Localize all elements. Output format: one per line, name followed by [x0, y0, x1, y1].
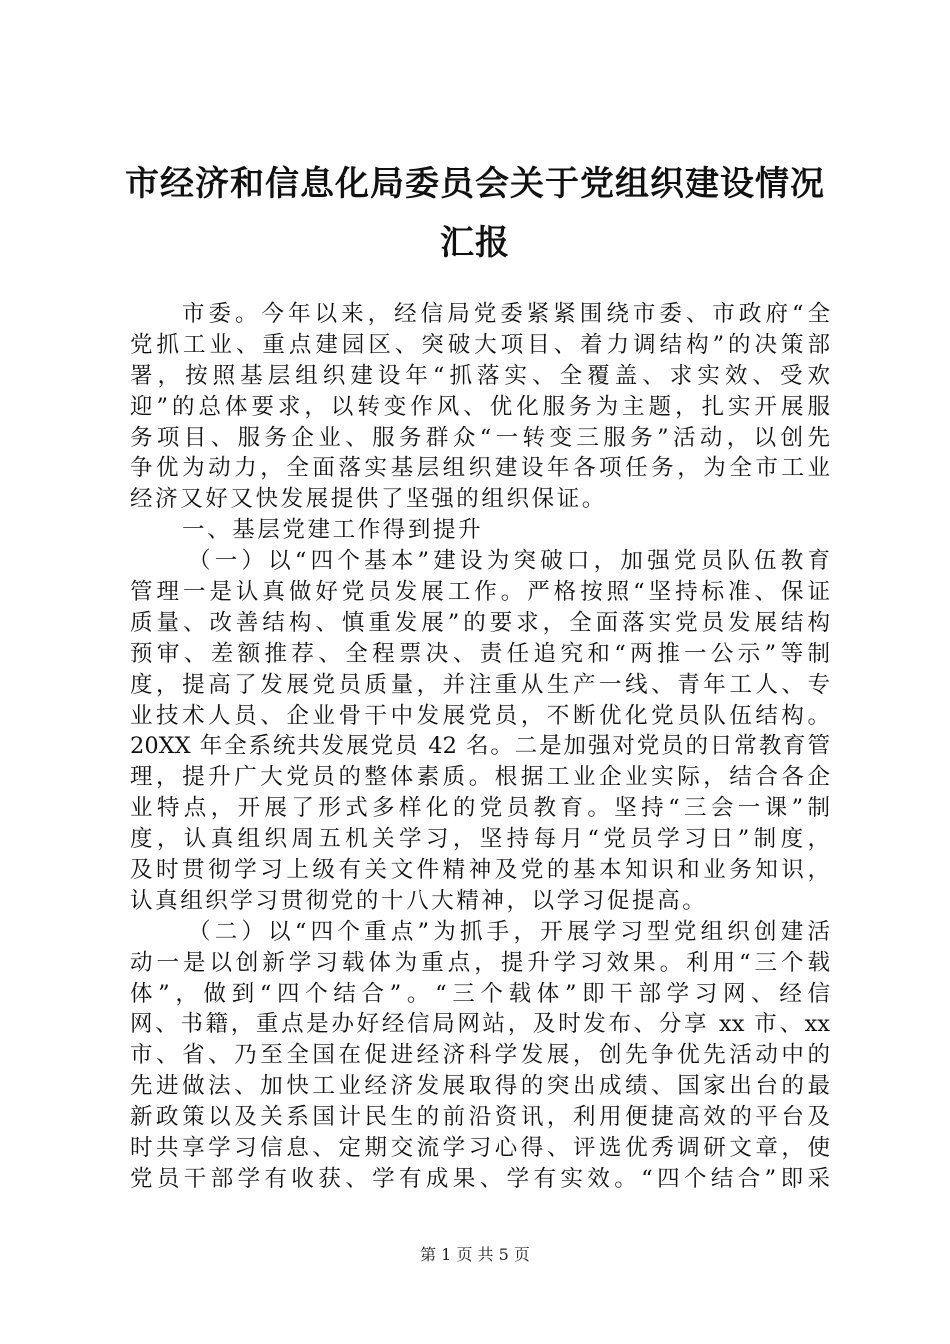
text-line: 度，提高了发展党员质量，并注重从生产一线、青年工人、专 — [130, 671, 830, 698]
text-line: 网、书籍，重点是办好经信局网站，及时发布、分享 xx 市、xx — [130, 1011, 830, 1038]
text-line: 20XX 年全系统共发展党员 42 名。二是加强对党员的日常教育管 — [130, 733, 830, 760]
page-footer: 第 1 页 共 5 页 — [420, 1245, 530, 1264]
subsection-heading: （一）以“四个基本”建设为突破口，加强党员队伍教育 — [188, 548, 830, 575]
text-line: 市委。今年以来，经信局党委紧紧围绕市委、市政府“全 — [182, 301, 830, 327]
text-line: 认真组织学习贯彻党的十八大精神，以学习促提高。 — [130, 887, 708, 914]
text-line: 及时贯彻学习上级有关文件精神及党的基本知识和业务知识， — [130, 857, 830, 884]
text-line: 体”，做到“四个结合”。“三个载体”即干部学习网、经信 — [130, 980, 830, 1007]
document-title-line-1: 市经济和信息化局委员会关于党组织建设情况 — [125, 164, 825, 204]
text-line: 理，提升广大党员的整体素质。根据工业企业实际，结合各企 — [130, 764, 830, 791]
text-line: 署，按照基层组织建设年“抓落实、全覆盖、求实效、受欢 — [130, 362, 830, 389]
text-line: 党抓工业、重点建园区、突破大项目、着力调结构”的决策部 — [130, 331, 830, 358]
document-body — [130, 299, 830, 1195]
text-line: 预审、差额推荐、全程票决、责任追究和“两推一公示”等制 — [130, 640, 830, 667]
text-line: 新政策以及关系国计民生的前沿资讯，利用便捷高效的平台及 — [130, 1104, 830, 1131]
text-line: 质量、改善结构、慎重发展”的要求，全面落实党员发展结构 — [130, 609, 830, 636]
text-line: 管理一是认真做好党员发展工作。严格按照“坚持标准、保证 — [130, 579, 830, 606]
text-line: 先进做法、加快工业经济发展取得的突出成绩、国家出台的最 — [130, 1073, 830, 1100]
text-line: 时共享学习信息、定期交流学习心得、评选优秀调研文章，使 — [130, 1135, 830, 1162]
text-line: 务项目、服务企业、服务群众“一转变三服务”活动，以创先 — [130, 424, 830, 451]
text-line: 党员干部学有收获、学有成果、学有实效。“四个结合”即采 — [130, 1165, 830, 1192]
text-line: 度，认真组织周五机关学习，坚持每月“党员学习日”制度， — [130, 826, 830, 853]
subsection-heading: （二）以“四个重点”为抓手，开展学习型党组织创建活 — [188, 918, 830, 945]
text-line: 迎”的总体要求，以转变作风、优化服务为主题，扎实开展服 — [130, 393, 830, 420]
text-line: 业技术人员、企业骨干中发展党员，不断优化党员队伍结构。 — [130, 702, 830, 729]
text-line: 动一是以创新学习载体为重点，提升学习效果。利用“三个载 — [130, 949, 830, 976]
text-line: 市、省、乃至全国在促进经济科学发展，创先争优先活动中的 — [130, 1042, 830, 1069]
text-line: 争优为动力，全面落实基层组织建设年各项任务，为全市工业 — [130, 455, 830, 482]
text-line: 业特点，开展了形式多样化的党员教育。坚持“三会一课”制 — [130, 795, 830, 822]
document-title-line-2: 汇报 — [440, 223, 510, 263]
text-line: 经济又好又快发展提供了坚强的组织保证。 — [130, 486, 607, 513]
section-heading: 一、基层党建工作得到提升 — [182, 517, 484, 544]
